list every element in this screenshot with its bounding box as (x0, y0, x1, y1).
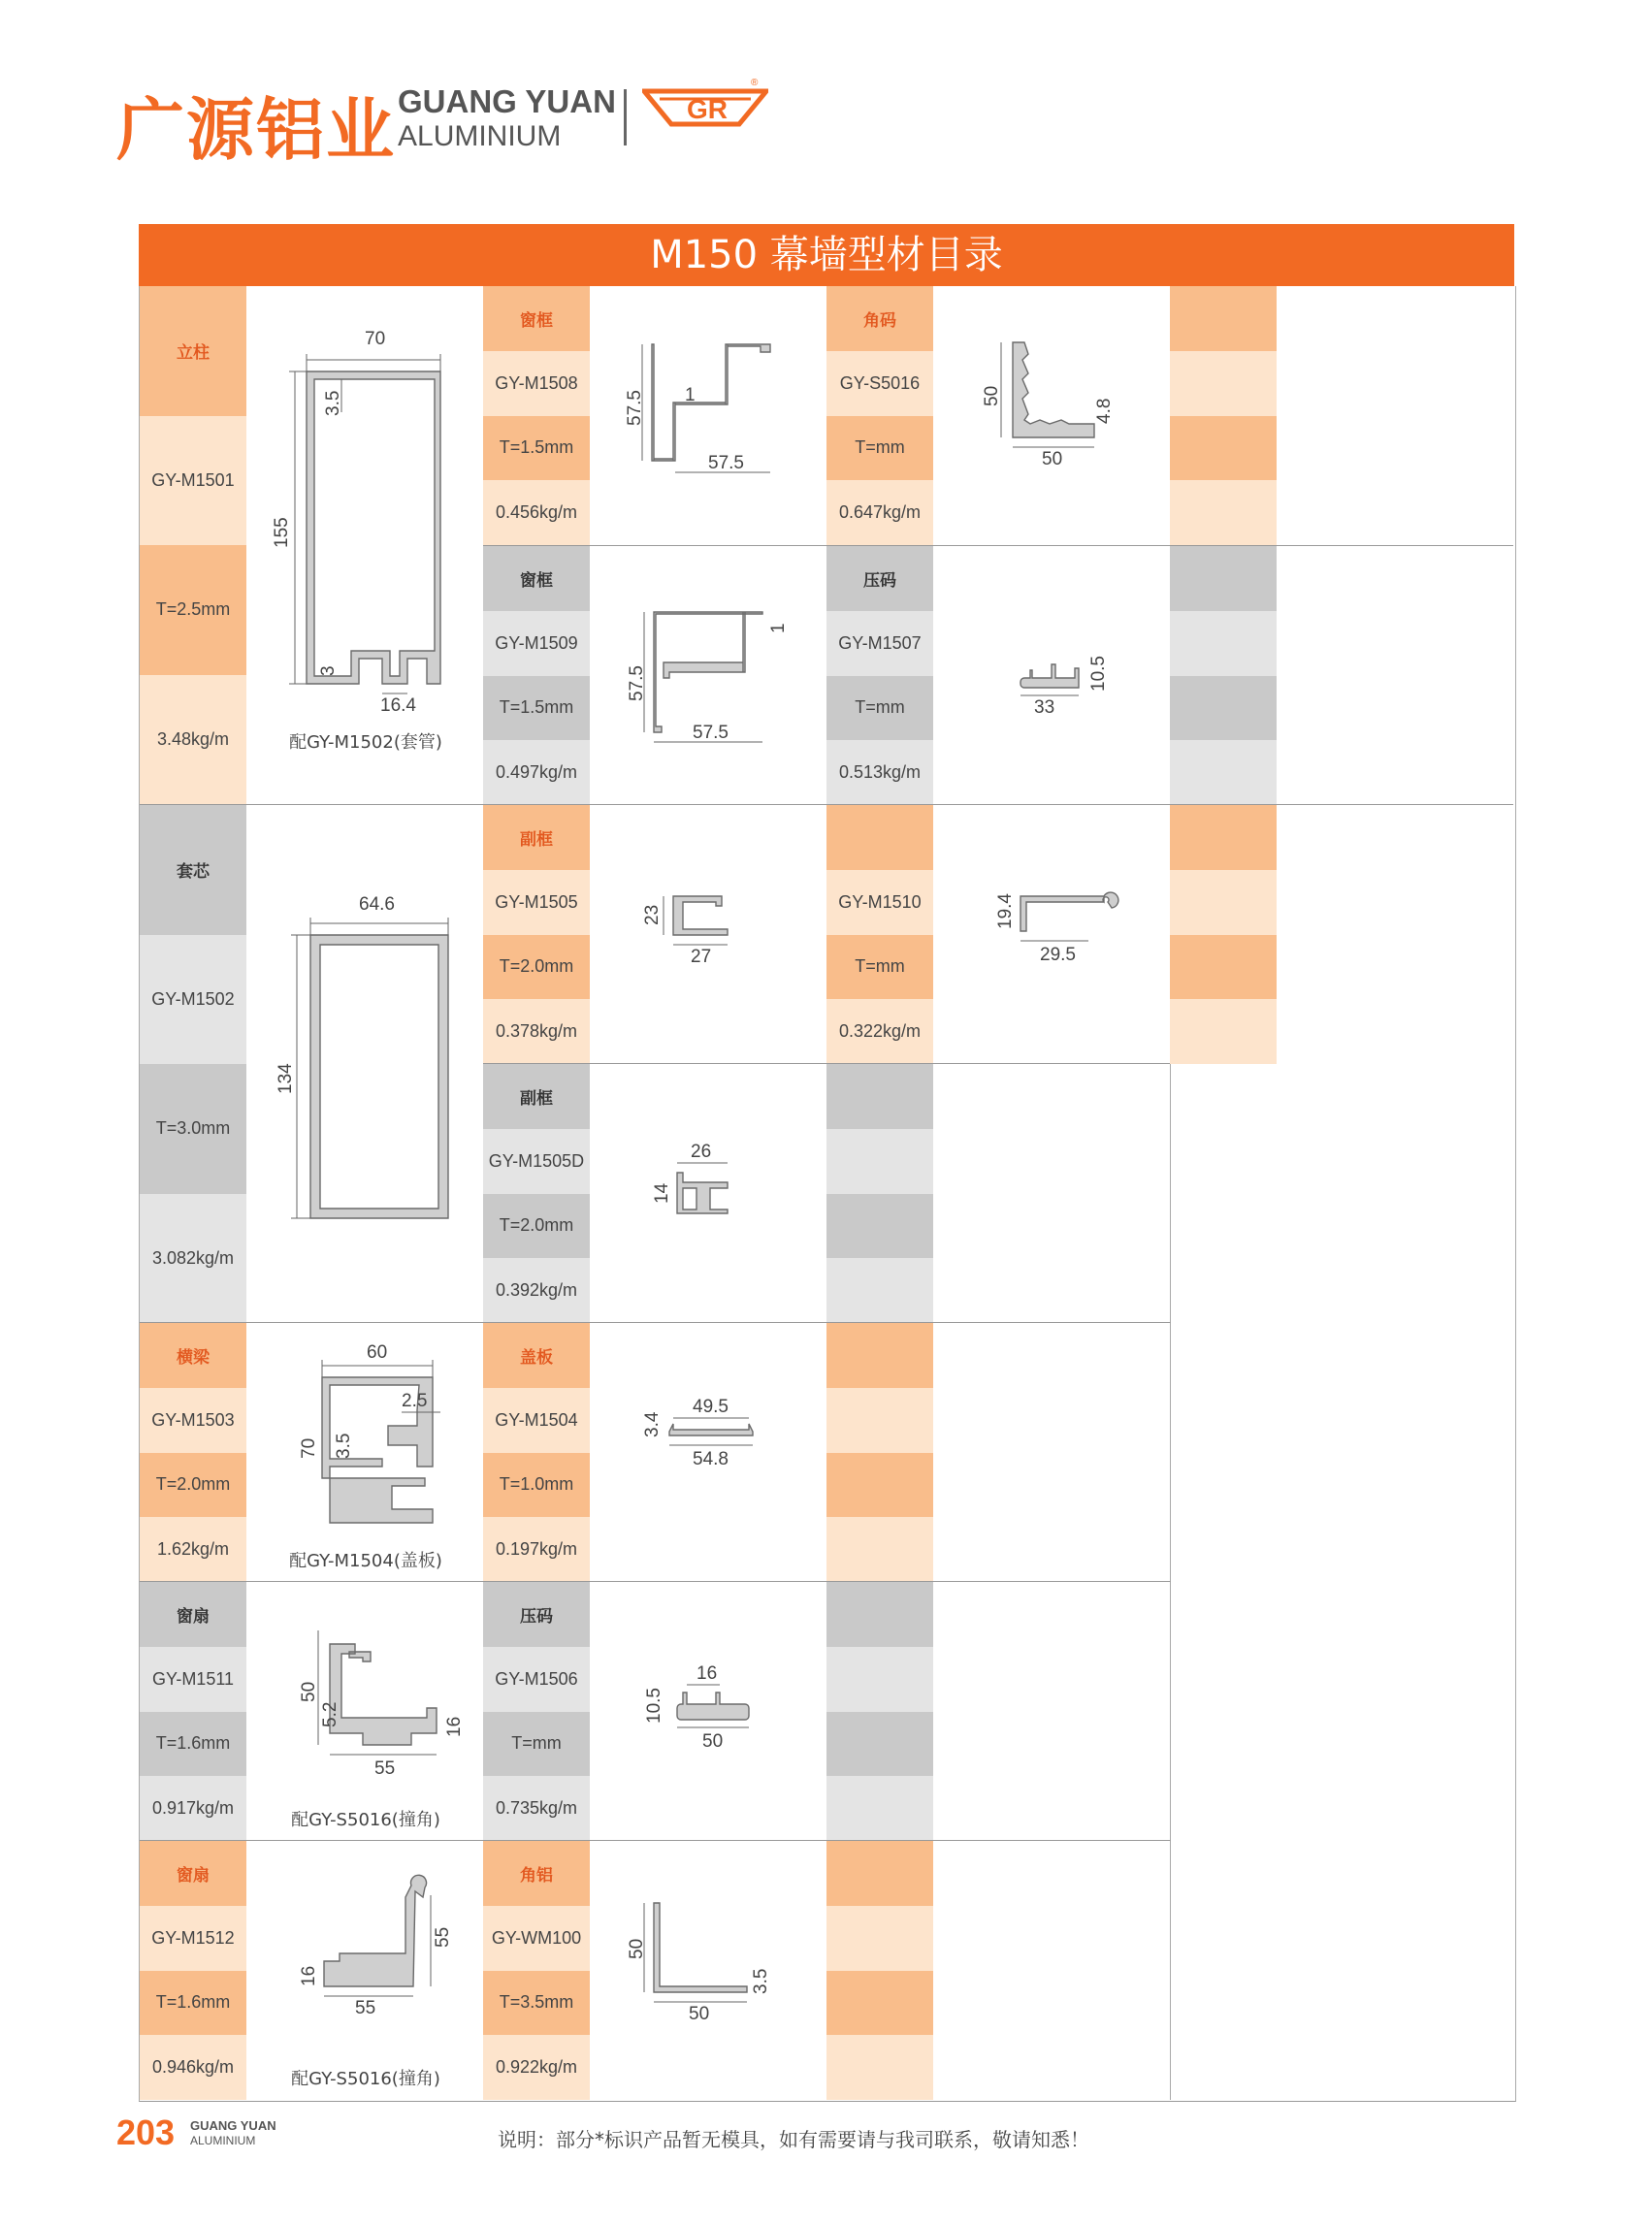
dim-height: 50 (299, 1681, 319, 1702)
profile-name: 盖板 (483, 1323, 590, 1388)
profile-thickness: T=3.0mm (140, 1064, 246, 1194)
profile-drawing (933, 546, 1170, 805)
profile-thickness: T=2.5mm (140, 545, 246, 675)
profile-code: GY-M1505D (483, 1129, 590, 1194)
profile-cell-gy-m1505d (483, 1063, 827, 1323)
dim-height: 57.5 (625, 390, 645, 426)
profile-labels (483, 805, 590, 1064)
profile-drawing (246, 1582, 483, 1841)
profile-thickness: T=2.0mm (140, 1453, 246, 1518)
brand-english-subtitle: ALUMINIUM (398, 120, 562, 152)
profile-name: 窗扇 (140, 1841, 246, 1906)
footer-brand: GUANG YUAN (190, 2118, 276, 2133)
svg-text:®: ® (751, 78, 759, 88)
profile-labels (140, 1841, 246, 2100)
profile-thickness: T=mm (483, 1712, 590, 1777)
dim-width: 70 (365, 329, 386, 349)
header-divider (624, 89, 627, 145)
dim-height: 10.5 (1088, 656, 1109, 692)
dim-a: 3 (318, 665, 339, 676)
profile-drawing (590, 1841, 826, 2100)
profile-drawing (590, 1582, 826, 1841)
dim-height: 50 (982, 385, 1002, 406)
dim-b: 16 (444, 1716, 465, 1737)
dim-width: 33 (1034, 697, 1055, 718)
profile-cell-gy-m1507 (826, 545, 1171, 805)
empty-labels (826, 1323, 933, 1582)
dim-height: 70 (299, 1437, 319, 1459)
profile-drawing (246, 1323, 483, 1582)
profile-cell-gy-m1505 (483, 804, 827, 1064)
profile-labels (826, 546, 933, 805)
dim-wall: 3.5 (323, 390, 343, 416)
empty-cell (826, 1581, 1171, 1841)
profile-thickness: T=1.6mm (140, 1712, 246, 1777)
empty-cell (1170, 286, 1513, 545)
profile-weight: 3.48kg/m (140, 675, 246, 805)
empty-cell (1170, 545, 1513, 805)
company-logo (642, 74, 768, 142)
empty-labels (826, 1841, 933, 2100)
profile-name: 横梁 (140, 1323, 246, 1388)
profile-weight: 0.513kg/m (826, 740, 933, 805)
brand-english-name: GUANG YUAN (398, 83, 616, 119)
profile-name: 角码 (826, 286, 933, 351)
profile-drawing (933, 286, 1170, 545)
dim-width-inner: 49.5 (693, 1397, 729, 1417)
profile-code: GY-M1508 (483, 351, 590, 416)
profile-weight: 1.62kg/m (140, 1517, 246, 1582)
dim-height: 14 (652, 1182, 672, 1204)
profile-code: GY-M1505 (483, 870, 590, 935)
profile-cell-gy-m1512 (140, 1840, 484, 2100)
profile-code: GY-M1511 (140, 1647, 246, 1712)
footnote: 说明：部分*标识产品暂无模具，如有需要请与我司联系，敬请知悉！ (498, 2128, 1089, 2151)
profile-code: GY-M1502 (140, 935, 246, 1065)
profile-name: 副框 (483, 1064, 590, 1129)
dim-width: 26 (691, 1142, 712, 1162)
profile-thickness: T=mm (826, 676, 933, 741)
profile-cell-gy-m1504 (483, 1322, 827, 1582)
dim-height: 10.5 (644, 1688, 664, 1724)
dim-b: 16.4 (380, 695, 416, 716)
footer-brand-subtitle: ALUMINIUM (190, 2134, 256, 2147)
dim-wall: 3.5 (751, 1968, 771, 1994)
profile-weight: 0.917kg/m (140, 1776, 246, 1841)
profile-thickness: T=2.0mm (483, 935, 590, 1000)
dim-height: 23 (642, 904, 663, 925)
profile-labels (483, 1323, 590, 1582)
dim-height: 134 (275, 1063, 296, 1094)
empty-cell (826, 1322, 1171, 1582)
page-number: 203 (116, 2112, 176, 2152)
profile-drawing (246, 286, 483, 804)
profile-thickness: T=2.0mm (483, 1194, 590, 1259)
profile-code: GY-M1504 (483, 1388, 590, 1453)
dim-a: 1 (768, 623, 789, 633)
profile-name: 压码 (826, 546, 933, 611)
profile-labels (140, 286, 246, 804)
profile-labels (140, 805, 246, 1323)
profile-weight: 0.735kg/m (483, 1776, 590, 1841)
profile-name: 窗框 (483, 546, 590, 611)
profile-cell-gy-wm100 (483, 1840, 827, 2100)
profile-code: GY-M1506 (483, 1647, 590, 1712)
dim-height: 50 (627, 1938, 647, 1959)
profile-weight: 0.322kg/m (826, 999, 933, 1064)
profile-thickness: T=mm (826, 935, 933, 1000)
profile-name: 压码 (483, 1582, 590, 1647)
profile-labels (826, 286, 933, 545)
profile-thickness: T=3.5mm (483, 1971, 590, 2036)
profile-drawing (590, 805, 826, 1064)
dim-width-outer: 54.8 (693, 1449, 729, 1469)
dim-width: 27 (691, 947, 712, 967)
dim-a: 16 (696, 1663, 718, 1684)
profile-cell-gy-m1506 (483, 1581, 827, 1841)
dim-a: 2.5 (402, 1391, 428, 1411)
profile-code: GY-M1501 (140, 416, 246, 546)
dim-height: 55 (433, 1926, 453, 1948)
empty-cell (1170, 804, 1513, 1064)
dim-wall: 4.8 (1094, 398, 1115, 424)
profile-labels (826, 805, 933, 1064)
profile-thickness: T=1.6mm (140, 1971, 246, 2036)
dim-height: 57.5 (627, 665, 647, 701)
profile-weight: 0.922kg/m (483, 2035, 590, 2100)
dim-a: 3.4 (642, 1411, 663, 1437)
profile-note: 配GY-M1504(盖板) (289, 1551, 442, 1571)
profile-cell-gy-m1511 (140, 1581, 484, 1841)
profile-cell-gy-s5016 (826, 286, 1171, 545)
profile-labels (483, 546, 590, 805)
profile-note: 配GY-S5016(撞角) (291, 2069, 440, 2089)
profile-labels (140, 1323, 246, 1582)
profile-name: 套芯 (140, 805, 246, 935)
profile-cell-gy-m1508 (483, 286, 827, 545)
profile-drawing (590, 286, 826, 545)
profile-thickness: T=1.5mm (483, 676, 590, 741)
profile-drawing (590, 1323, 826, 1582)
profile-drawing (246, 805, 483, 1323)
profile-weight: 0.378kg/m (483, 999, 590, 1064)
profile-name: 窗扇 (140, 1582, 246, 1647)
dim-width: 55 (374, 1758, 396, 1779)
catalog-title: M150 幕墙型材目录 (139, 224, 1514, 286)
profile-note: 配GY-M1502(套管) (289, 732, 442, 753)
profile-code: GY-M1507 (826, 611, 933, 676)
empty-labels (1170, 546, 1277, 805)
dim-width: 64.6 (359, 894, 395, 915)
dim-a: 16 (299, 1965, 319, 1986)
profile-grid (139, 286, 1516, 2102)
profile-name (826, 805, 933, 870)
profile-code: GY-M1512 (140, 1906, 246, 1971)
profile-weight: 0.392kg/m (483, 1258, 590, 1323)
dim-a: 5.2 (320, 1701, 340, 1727)
profile-weight: 0.456kg/m (483, 480, 590, 545)
logo-text: GR (687, 94, 728, 124)
dim-a: 1 (685, 385, 696, 405)
dim-width: 55 (355, 1998, 376, 2018)
profile-labels (483, 1841, 590, 2100)
profile-note: 配GY-S5016(撞角) (291, 1810, 440, 1830)
profile-weight: 0.197kg/m (483, 1517, 590, 1582)
empty-labels (1170, 805, 1277, 1064)
profile-labels (483, 286, 590, 545)
profile-labels (483, 1582, 590, 1841)
empty-labels (826, 1064, 933, 1323)
profile-name: 角铝 (483, 1841, 590, 1906)
profile-code: GY-WM100 (483, 1906, 590, 1971)
profile-code: GY-M1503 (140, 1388, 246, 1453)
profile-name: 副框 (483, 805, 590, 870)
profile-drawing (246, 1841, 483, 2100)
profile-name: 窗框 (483, 286, 590, 351)
dim-width: 50 (1042, 449, 1063, 469)
dim-width: 29.5 (1040, 945, 1076, 965)
dim-wall: 3.5 (334, 1433, 354, 1459)
profile-cell-gy-m1501 (140, 286, 484, 804)
empty-cell (826, 1840, 1171, 2100)
dim-width: 57.5 (708, 453, 744, 473)
dim-width: 57.5 (693, 723, 729, 743)
dim-height: 155 (272, 517, 292, 548)
profile-code: GY-M1510 (826, 870, 933, 935)
dim-width: 50 (702, 1731, 724, 1752)
dim-height: 19.4 (995, 893, 1016, 929)
profile-code: GY-M1509 (483, 611, 590, 676)
profile-code: GY-S5016 (826, 351, 933, 416)
profile-weight: 0.946kg/m (140, 2035, 246, 2100)
dim-width: 50 (689, 2004, 710, 2024)
profile-drawing (590, 546, 826, 805)
profile-cell-gy-m1503 (140, 1322, 484, 1582)
profile-labels (483, 1064, 590, 1323)
empty-labels (826, 1582, 933, 1841)
brand-chinese-name: 广源铝业 (116, 90, 396, 170)
profile-weight: 3.082kg/m (140, 1194, 246, 1324)
profile-name: 立柱 (140, 286, 246, 416)
profile-labels (140, 1582, 246, 1841)
profile-drawing (933, 805, 1170, 1064)
profile-thickness: T=mm (826, 416, 933, 481)
profile-thickness: T=1.5mm (483, 416, 590, 481)
empty-cell (826, 1063, 1171, 1323)
profile-cell-gy-m1509 (483, 545, 827, 805)
profile-weight: 0.497kg/m (483, 740, 590, 805)
profile-thickness: T=1.0mm (483, 1453, 590, 1518)
dim-width: 60 (367, 1342, 388, 1363)
empty-labels (1170, 286, 1277, 545)
profile-cell-gy-m1510 (826, 804, 1171, 1064)
profile-cell-gy-m1502 (140, 804, 484, 1323)
profile-drawing (590, 1064, 826, 1323)
profile-weight: 0.647kg/m (826, 480, 933, 545)
